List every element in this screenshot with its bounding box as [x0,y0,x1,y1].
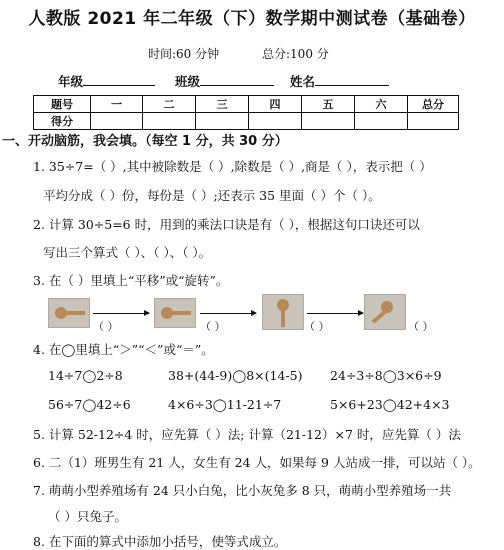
score-header: 三 [196,96,249,113]
score-cell[interactable] [408,113,459,130]
score-cell[interactable] [355,113,408,130]
question-4: 4. 在◯里填上“＞”“＜”或“＝”。 [33,342,214,357]
compare-item: 56÷7◯42÷6 [48,397,131,412]
arrow-right-icon [200,313,256,314]
question-2-cont: 写出三个算式（ ）、（ ）、（ ）。 [43,245,212,260]
question-2: 2. 计算 30÷5=6 时，用到的乘法口诀是有（ ），根据这句口诀还可以 [33,217,420,232]
score-header: 四 [249,96,302,113]
compare-item: 24÷3÷8◯3×6÷9 [330,368,442,383]
question-7-cont: （ ）只兔子。 [48,509,127,524]
field-grade-label: 年级 [58,74,84,89]
question-6: 6. 二（1）班男生有 21 人，女生有 24 人，如果每 9 人站成一排，可以站（ ）。 [33,455,481,470]
score-cell[interactable] [91,113,143,130]
score-cell[interactable] [249,113,302,130]
score-label: 总分:100 分 [262,47,329,61]
grade-blank[interactable] [83,73,155,86]
question-1: 1. 35÷7=（ ）,其中被除数是（ ）,除数是（ ）,商是（ ），表示把（ ） [33,159,432,174]
field-name-label: 姓名 [290,74,316,89]
score-row-label: 得分 [34,113,91,130]
score-header: 二 [143,96,196,113]
key-rotation-image-2 [364,294,406,330]
key-translation-image-2 [154,298,196,328]
score-header: 总分 [408,96,459,113]
field-name [290,72,389,90]
question-8: 8. 在下面的算式中添加小括号，使等式成立。 [33,534,287,549]
score-header: 题号 [34,96,91,113]
field-class [175,72,274,90]
class-blank[interactable] [200,73,274,86]
answer-blank[interactable]: （ ） [304,320,330,333]
arrow-right-icon [307,313,363,314]
name-blank[interactable] [315,73,389,86]
field-grade [58,72,155,90]
compare-item: 4×6÷3◯11-21÷7 [168,397,282,412]
question-5: 5. 计算 52-12÷4 时，应先算（ ）法; 计算（21-12）×7 时，应先算（ ）法 [33,427,461,442]
key-rotation-image-1 [262,294,304,330]
compare-item: 38+(44-9)◯8×(14-5) [168,368,303,383]
time-label: 时间:60 分钟 [148,47,220,61]
score-table-header-row [34,96,459,113]
question-3: 3. 在（ ）里填上“平移”或“旋转”。 [33,273,229,288]
score-header: 一 [91,96,143,113]
answer-blank[interactable]: （ ） [93,320,119,333]
question-7: 7. 萌萌小型养殖场有 24 只小白兔，比小灰兔多 8 只，萌萌小型养殖场一共 [33,483,452,498]
answer-blank[interactable]: （ ） [408,320,434,333]
score-table-score-row [34,113,459,130]
key-translation-image-1 [48,298,90,328]
score-cell[interactable] [302,113,355,130]
score-header: 六 [355,96,408,113]
answer-blank[interactable]: （ ） [200,320,226,333]
score-cell[interactable] [143,113,196,130]
score-cell[interactable] [196,113,249,130]
compare-item: 5×6+23◯42+4×3 [330,397,450,412]
score-table [33,95,459,130]
page-title: 人教版 2021 年二年级（下）数学期中测试卷（基础卷） [28,9,476,29]
compare-item: 14÷7◯2÷8 [48,368,123,383]
arrow-right-icon [93,313,149,314]
field-class-label: 班级 [175,74,201,89]
section-heading: 一、开动脑筋，我会填。（每空 1 分，共 30 分） [2,134,288,149]
score-header: 五 [302,96,355,113]
question-1-cont: 平均分成（ ）份，每份是（ ）;还表示 35 里面（ ）个（ ）。 [43,188,381,203]
